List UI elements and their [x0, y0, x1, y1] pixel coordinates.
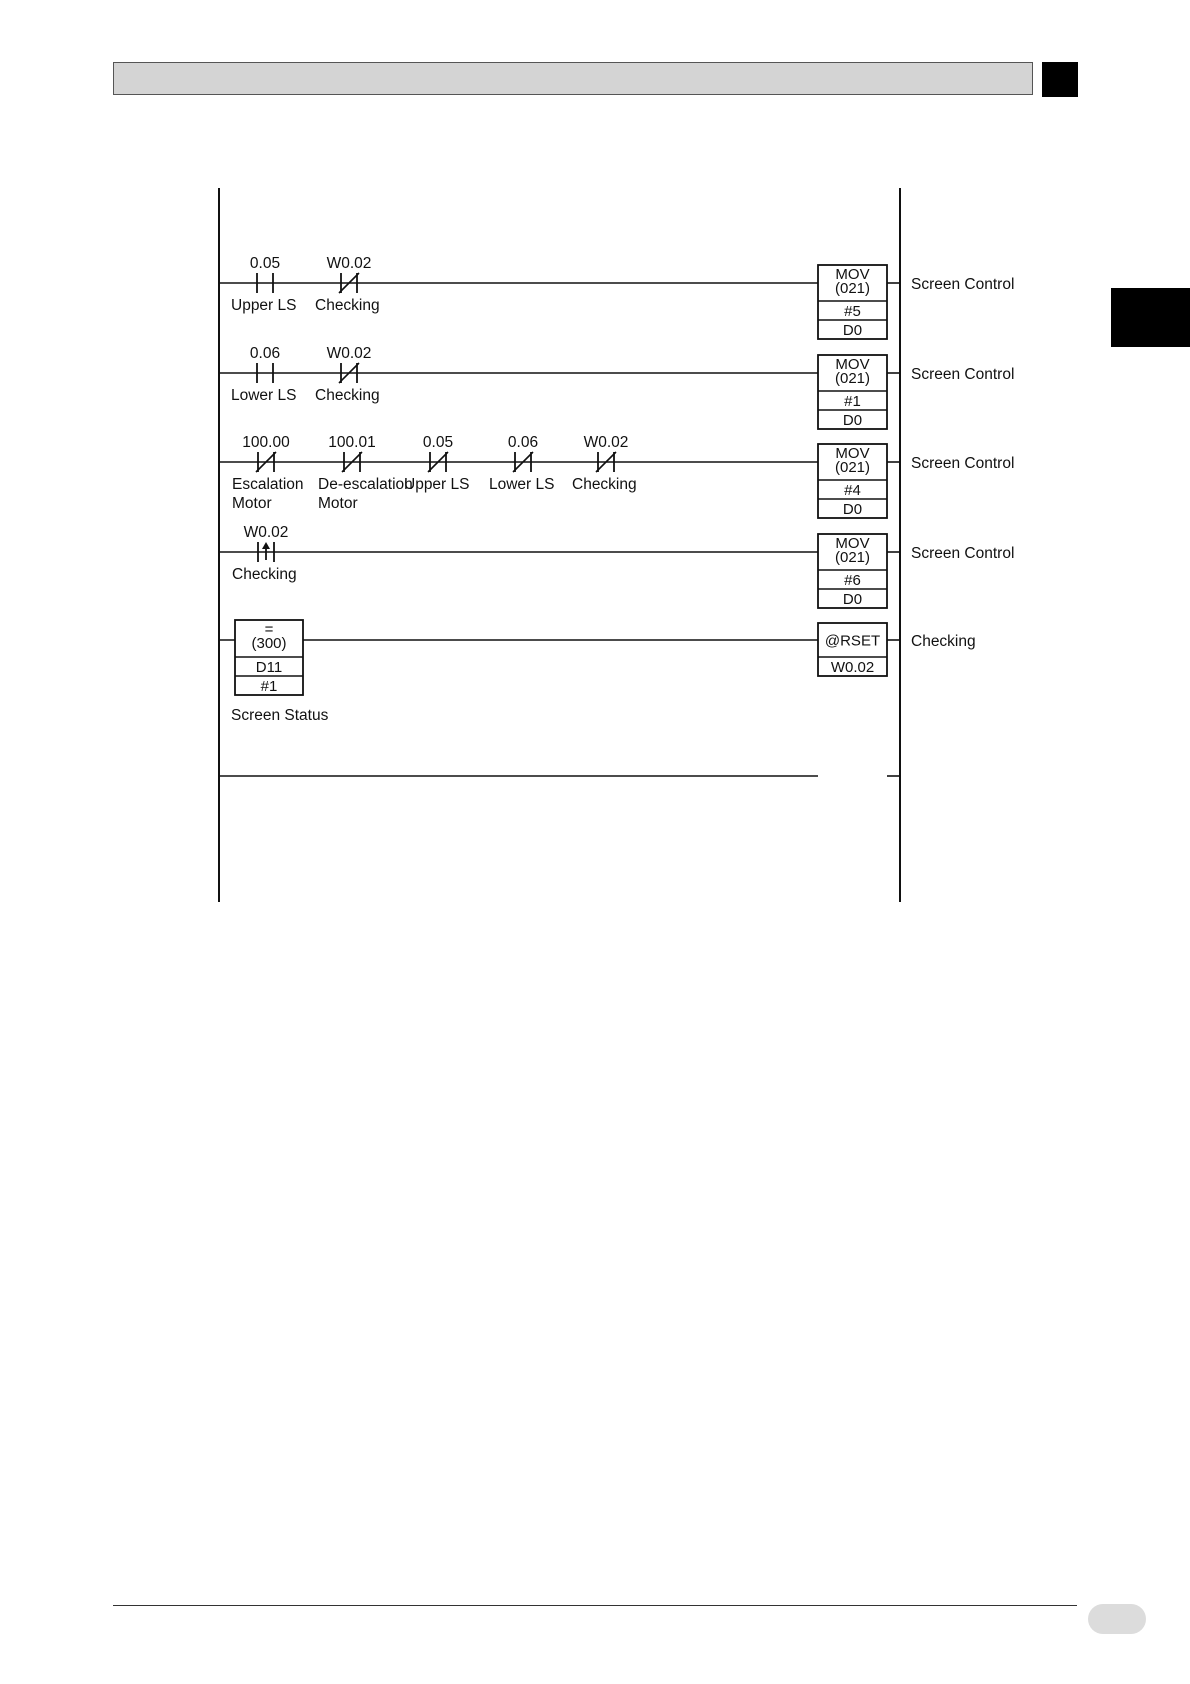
mov-instruction-text: D0	[842, 322, 863, 339]
contact-label: Checking	[315, 387, 380, 404]
mov-instruction-text: D0	[842, 591, 863, 608]
rset-instruction-text: W0.02	[830, 659, 875, 676]
compare-instruction-text: (300)	[251, 635, 287, 652]
rung-comment: Checking	[911, 633, 976, 650]
contact-label: Escalation	[232, 476, 304, 493]
mov-instruction-text: #1	[844, 393, 861, 410]
compare-instruction-text: =	[264, 621, 274, 638]
contact-label: De-escalation	[318, 476, 413, 493]
compare-instruction-text: D11	[255, 659, 283, 676]
rung-comment: Screen Control	[911, 455, 1015, 472]
contact-address: W0.02	[326, 255, 372, 272]
contact-up-arrowhead	[262, 542, 270, 549]
contact-label: Motor	[232, 495, 272, 512]
contact-address: W0.02	[326, 345, 372, 362]
rung-comment: Screen Control	[911, 366, 1015, 383]
mov-instruction-text: (021)	[834, 280, 871, 297]
footer-line	[113, 1605, 1077, 1606]
contact-label: Checking	[572, 476, 637, 493]
mov-instruction-text: (021)	[834, 370, 871, 387]
contact-address: 100.00	[242, 434, 290, 451]
mov-instruction-text: #4	[844, 482, 861, 499]
rset-instruction-text: @RSET	[824, 632, 881, 650]
rung-comment: Screen Control	[911, 545, 1015, 562]
contact-address: 100.01	[328, 434, 376, 451]
contact-label: Checking	[232, 566, 297, 583]
contact-address: 0.05	[422, 434, 454, 451]
contact-label: Upper LS	[231, 297, 297, 314]
mov-instruction-text: MOV	[835, 266, 870, 283]
mov-instruction-text: MOV	[835, 445, 870, 462]
mov-instruction-text: D0	[842, 501, 863, 518]
compare-instruction-text: #1	[260, 678, 278, 695]
compare-label: Screen Status	[231, 707, 329, 724]
page-number-badge	[1088, 1604, 1146, 1634]
mov-instruction-text: MOV	[835, 356, 870, 373]
contact-label: Lower LS	[489, 476, 555, 493]
contact-address: W0.02	[583, 434, 629, 451]
mov-instruction-text: (021)	[834, 459, 871, 476]
contact-address: 0.06	[507, 434, 539, 451]
mov-instruction-text: (021)	[834, 549, 871, 566]
contact-address: W0.02	[243, 524, 289, 541]
contact-label: Checking	[315, 297, 380, 314]
contact-label: Lower LS	[231, 387, 297, 404]
mov-instruction-text: #6	[844, 572, 861, 589]
mov-instruction-text: MOV	[835, 535, 870, 552]
contact-label: Motor	[318, 495, 358, 512]
contact-address: 0.06	[249, 345, 281, 362]
contact-address: 0.05	[249, 255, 281, 272]
rung-comment: Screen Control	[911, 276, 1015, 293]
mov-instruction-text: #5	[844, 303, 861, 320]
mov-instruction-text: D0	[842, 412, 863, 429]
contact-label: Upper LS	[404, 476, 470, 493]
